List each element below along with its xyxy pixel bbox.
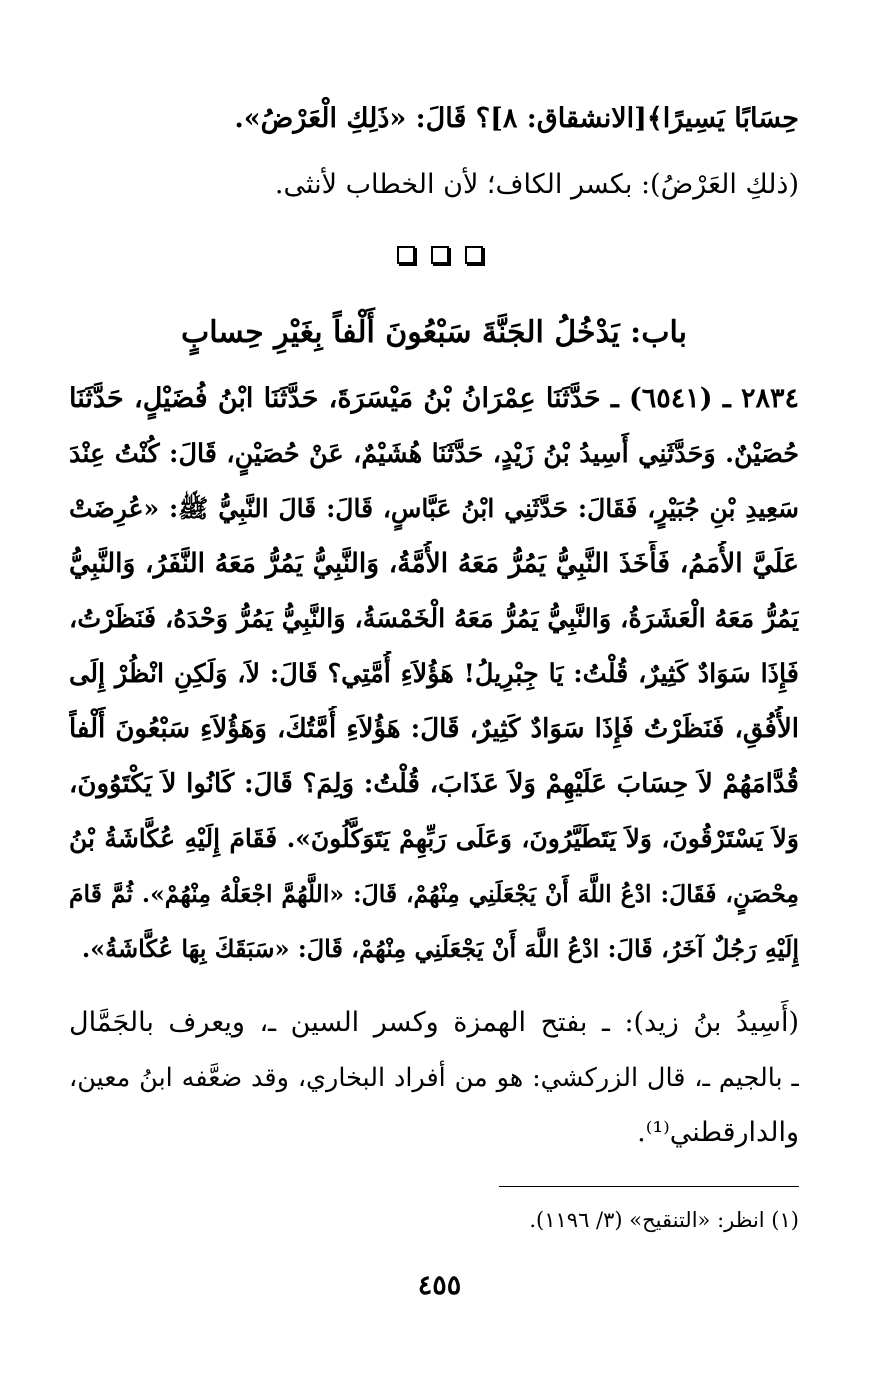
section-separator [0,246,879,264]
hadith-line: عَلَيَّ الأُمَمُ، فَأَخَذَ النَّبِيُّ يَمُرُّ مَعَهُ الأُمَّةُ، وَالنَّبِيُّ يَمُرُّ مَعَهُ النَّفَرُ، وَالنَّبِيُّ [69,548,799,579]
square-ornament-icon [397,246,415,264]
hadith-line: حُصَيْنٌ. وَحَدَّثَنِي أَسِيدُ بْنُ زَيْدٍ، حَدَّثَنَا هُشَيْمٌ، عَنْ حُصَيْنٍ، قَالَ: كُنْتُ عِنْدَ [69,439,799,469]
chapter-heading: باب: يَدْخُلُ الجَنَّةَ سَبْعُونَ أَلْفاً بِغَيْرِ حِسابٍ [181,315,687,350]
hadith-line: مِحْصَنٍ، فَقَالَ: ادْعُ اللَّهَ أَنْ يَجْعَلَنِي مِنْهُمْ، قَالَ: «اللَّهُمَّ اجْعَلْهُ مِنْهُمْ». ثُمَّ قَامَ [69,880,799,908]
page-number: ٤٥٥ [417,1270,462,1301]
commentary-line: (أَسِيدُ بنُ زيد): ـ بفتح الهمزة وكسر السين ـ، ويعرف بالجَمَّال [69,1007,799,1038]
hadith-line: الأُفُقِ، فَنَظَرْتُ فَإِذَا سَوَادٌ كَثِيرٌ، قَالَ: هَؤُلاَءِ أُمَّتُكَ، وَهَؤُلاَءِ سَبْعُونَ أَلْفاً [69,714,799,744]
commentary-line: والدارقطني⁽¹⁾. [637,1117,799,1148]
footnote-divider [499,1186,799,1187]
square-ornament-icon [465,246,483,264]
intro-line-2: (ذلكِ العَرْضُ): بكسر الكاف؛ لأن الخطاب لأنثى. [274,169,799,200]
square-ornament-icon [431,246,449,264]
footnote: (١) انظر: «التنقيح» (٣/ ١١٩٦). [529,1208,799,1232]
hadith-line: فَإِذَا سَوَادٌ كَثِيرٌ، قُلْتُ: يَا جِبْرِيلُ! هَؤُلاَءِ أُمَّتِي؟ قَالَ: لاَ، وَلَكِنِ انْظُرْ إِلَى [69,659,799,689]
hadith-line: يَمُرُّ مَعَهُ الْعَشَرَةُ، وَالنَّبِيُّ يَمُرُّ مَعَهُ الْخَمْسَةُ، وَالنَّبِيُّ يَمُرُّ وَحْدَهُ، فَنَظَرْتُ، [69,604,799,634]
intro-line-1: حِسَابًا يَسِيرًا﴾[الانشقاق: ٨]؟ قَالَ: «ذَلِكِ الْعَرْضُ». [234,103,799,134]
hadith-line: إِلَيْهِ رَجُلٌ آخَرُ، قَالَ: ادْعُ اللَّهَ أَنْ يَجْعَلَنِي مِنْهُمْ، قَالَ: «سَبَقَكَ بِهَا عُكَّاشَةُ». [81,934,799,963]
hadith-line: ٢٨٣٤ ـ (٦٥٤١) ـ حَدَّثَنَا عِمْرَانُ بْنُ مَيْسَرَةَ، حَدَّثَنَا ابْنُ فُضَيْلٍ، حَدَّثَنَا [69,383,799,414]
hadith-line: وَلاَ يَسْتَرْقُونَ، وَلاَ يَتَطَيَّرُونَ، وَعَلَى رَبِّهِمْ يَتَوَكَّلُونَ». فَقَامَ إِلَيْهِ عُكَّاشَةُ بْنُ [69,824,799,853]
hadith-line: سَعِيدِ بْنِ جُبَيْرٍ، فَقَالَ: حَدَّثَنِي ابْنُ عَبَّاسٍ، قَالَ: قَالَ النَّبِيُّ ﷺ: «عُرِضَتْ [69,494,799,523]
hadith-line: قُدَّامَهُمْ لاَ حِسَابَ عَلَيْهِمْ وَلاَ عَذَابَ، قُلْتُ: وَلِمَ؟ قَالَ: كَانُوا لاَ يَكْتَوُونَ، [69,769,799,799]
commentary-line: ـ بالجيم ـ، قال الزركشي: هو من أفراد البخاري، وقد ضعَّفه ابنُ معين، [69,1063,799,1093]
